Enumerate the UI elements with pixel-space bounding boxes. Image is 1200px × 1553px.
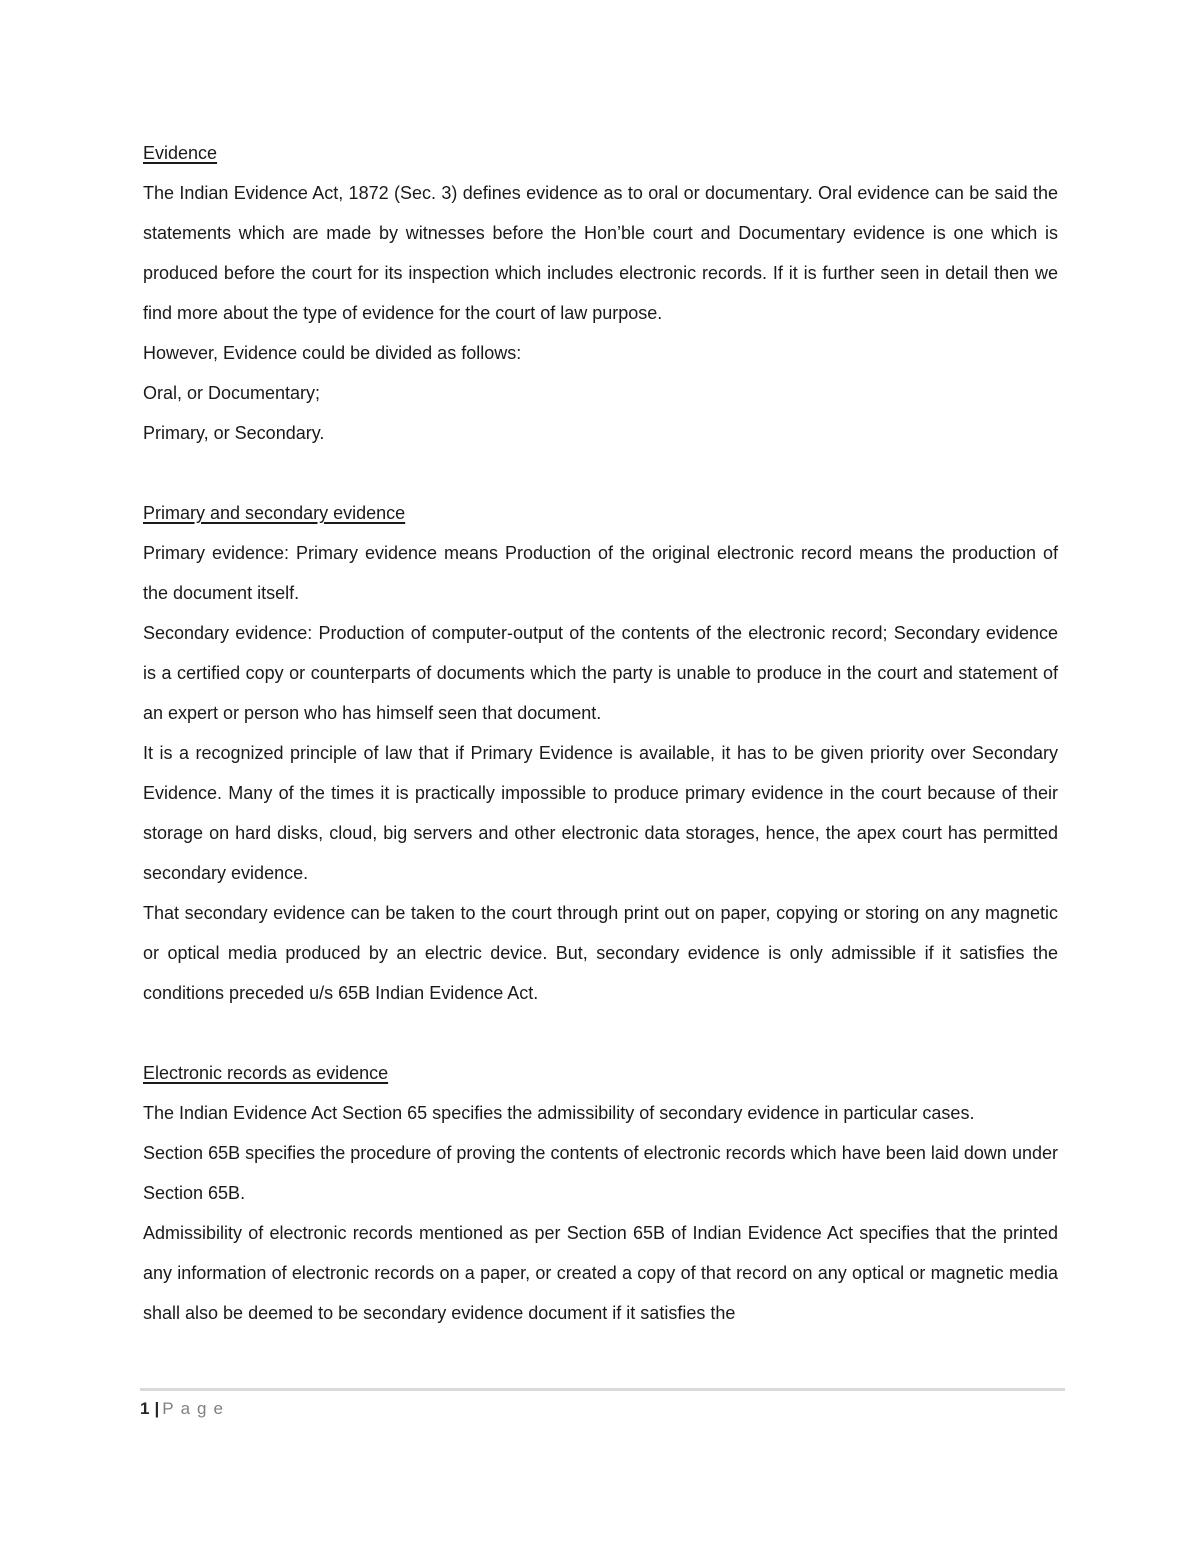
section-gap	[143, 453, 1058, 493]
page-footer	[140, 1388, 1065, 1420]
section-electronic-records	[143, 1053, 1058, 1333]
paragraph: The Indian Evidence Act, 1872 (Sec. 3) defines evidence as to oral or documentary. Oral evidence can be said the statements which are made by witnesses before the Hon’ble court and Documentary evidence is one which is produced before the court for its inspection which includes electronic records. If it is further seen in detail then we find more about the type of evidence for the court of law purpose.	[143, 183, 1058, 323]
paragraph: The Indian Evidence Act Section 65 specifies the admissibility of secondary evidence in particular cases.	[143, 1103, 975, 1123]
section-primary-secondary-evidence	[143, 493, 1058, 1013]
paragraph: Primary evidence: Primary evidence means Production of the original electronic record means the production of the document itself.	[143, 543, 1058, 603]
paragraph: That secondary evidence can be taken to the court through print out on paper, copying or storing on any magnetic or optical media produced by an electric device. But, secondary evidence is only admissible if it satisfies the conditions preceded u/s 65B Indian Evidence Act.	[143, 903, 1058, 1003]
section-heading: Evidence	[143, 143, 218, 163]
page-label: Page	[162, 1399, 230, 1418]
footer-text	[140, 1391, 1065, 1420]
paragraph: It is a recognized principle of law that if Primary Evidence is available, it has to be given priority over Secondary Evidence. Many of the times it is practically impossible to produce primary evidence in the court because of their storage on hard disks, cloud, big servers and other electronic data storages, hence, the apex court has permitted secondary evidence.	[143, 743, 1058, 883]
section-heading: Electronic records as evidence	[143, 1063, 389, 1083]
section-evidence	[143, 133, 1058, 453]
page-number: 1	[140, 1399, 150, 1418]
paragraph: However, Evidence could be divided as follows:	[143, 343, 522, 363]
paragraph: Section 65B specifies the procedure of proving the contents of electronic records which have been laid down under Section 65B.	[143, 1143, 1058, 1203]
section-gap	[143, 1013, 1058, 1053]
paragraph: Oral, or Documentary;	[143, 383, 321, 403]
footer-separator: |	[154, 1399, 160, 1418]
paragraph: Secondary evidence: Production of computer-output of the contents of the electronic record; Secondary evidence is a certified copy or counterparts of documents which the party is unable to produce in the court and statement of an expert or person who has himself seen that document.	[143, 623, 1058, 723]
paragraph: Primary, or Secondary.	[143, 423, 325, 443]
paragraph: Admissibility of electronic records mentioned as per Section 65B of Indian Evidence Act specifies that the printed any information of electronic records on a paper, or created a copy of that record on any optical or magnetic media shall also be deemed to be secondary evidence document if it satisfies the	[143, 1223, 1058, 1323]
section-heading: Primary and secondary evidence	[143, 503, 406, 523]
document-body	[143, 133, 1058, 1333]
